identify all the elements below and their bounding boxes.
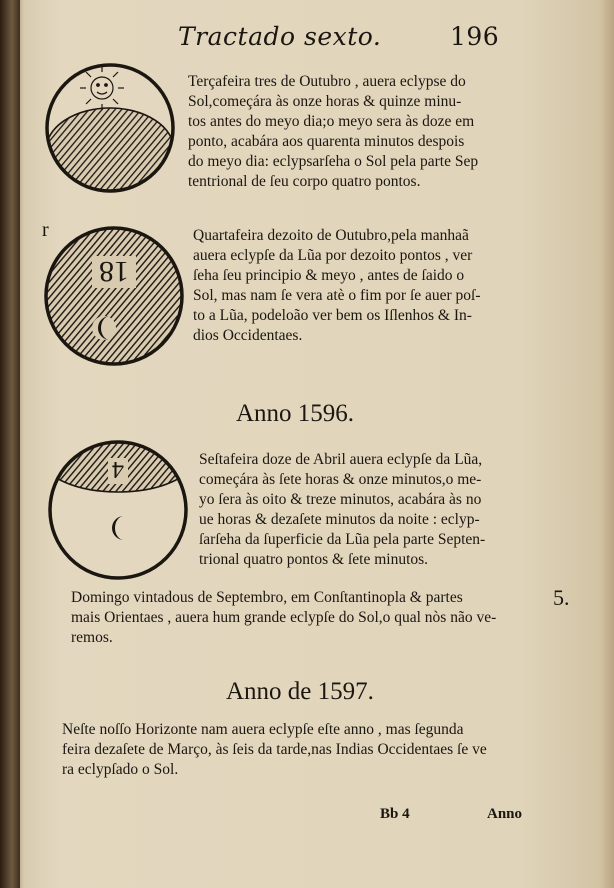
entry-1-line-4: ponto, acabára aos quarenta minutos despois <box>188 133 465 150</box>
entry-1-line-2: Sol,começára às onze horas & quinze minu- <box>188 93 462 110</box>
moon-2-number: 4 <box>112 456 124 482</box>
year-heading-1597: Anno de 1597. <box>226 678 374 705</box>
entry-2-line-6: dios Occidentaes. <box>193 327 303 344</box>
entry-2-line-4: Sol, mas nam ſe vera atè o fim por ſe auer poſ- <box>193 287 481 304</box>
entry-1597-line-2: feira dezaſete de Março, às ſeis da tarde,nas Indias Occidentaes ſe ve <box>62 741 487 758</box>
page-number: 196 <box>450 22 500 51</box>
entry-1596-line-1: Seſtafeira doze de Abril auera eclypſe da Lũa, <box>199 451 483 468</box>
entry-1597-line-1: Neſte noſſo Horizonte nam auera eclypſe eſte anno , mas ſegunda <box>62 721 464 738</box>
solar-eclipse-diagram <box>40 58 180 198</box>
entry-1-line-3: tos antes do meyo dia;o meyo sera às doze em <box>188 113 475 130</box>
entry-1596-line-4: ue horas & dezaſete minutos da noite : eclyp- <box>199 511 480 528</box>
lunar-eclipse-diagram-1 <box>40 219 188 370</box>
lunar-eclipse-diagram-2 <box>44 436 192 584</box>
entry-2-line-3: ſeha ſeu principio & meyo , antes de ſaido o <box>193 267 465 284</box>
signature-mark: Bb 4 <box>380 806 410 822</box>
entry-sept-line-2: mais Orientaes , auera hum grande eclypſe do Sol,o qual nòs não ve- <box>71 609 497 626</box>
entry-sept-line-3: remos. <box>71 629 113 646</box>
entry-1596-line-2: começára às ſete horas & onze minutos,o me- <box>199 471 482 488</box>
entry-2-line-2: auera eclypſe da Lũa por dezoito pontos , ver <box>193 247 473 264</box>
entry-1596-line-5: ſarſeha da ſuperficie da Lũa pela parte Septen- <box>199 531 486 548</box>
year-heading-1596: Anno 1596. <box>236 400 355 427</box>
running-title: Tractado sexto. <box>178 22 382 51</box>
entry-2-line-1: Quartafeira dezoito de Outubro,pela manhaã <box>193 227 469 244</box>
binding-edge <box>0 0 20 888</box>
entry-1-line-1: Terçafeira tres de Outubro , auera eclypse do <box>188 73 466 90</box>
entry-1597-line-3: ra eclypſado o Sol. <box>62 761 179 778</box>
margin-mark-right: 5. <box>553 585 570 610</box>
entry-1596-line-6: trional quatro pontos & ſete minutos. <box>199 551 429 568</box>
entry-1-line-5: do meyo dia: eclypsarſeha o Sol pela parte Sep <box>188 153 479 170</box>
entry-1596-line-3: yo ſera às oito & treze minutos, acabára às no <box>199 491 482 508</box>
margin-mark-left: r <box>42 219 49 241</box>
entry-sept-line-1: Domingo vintadous de Septembro, em Conſtantinopla & partes <box>71 589 463 606</box>
entry-1-line-6: tentrional de ſeu corpo quatro pontos. <box>188 173 421 190</box>
catchword: Anno <box>487 806 523 822</box>
crescent-moon-icon <box>92 316 116 340</box>
moon-1-number: 18 <box>99 255 129 288</box>
entry-2-line-5: to a Lũa, podeloão ver bem os Iſlenhos & In- <box>193 307 472 324</box>
